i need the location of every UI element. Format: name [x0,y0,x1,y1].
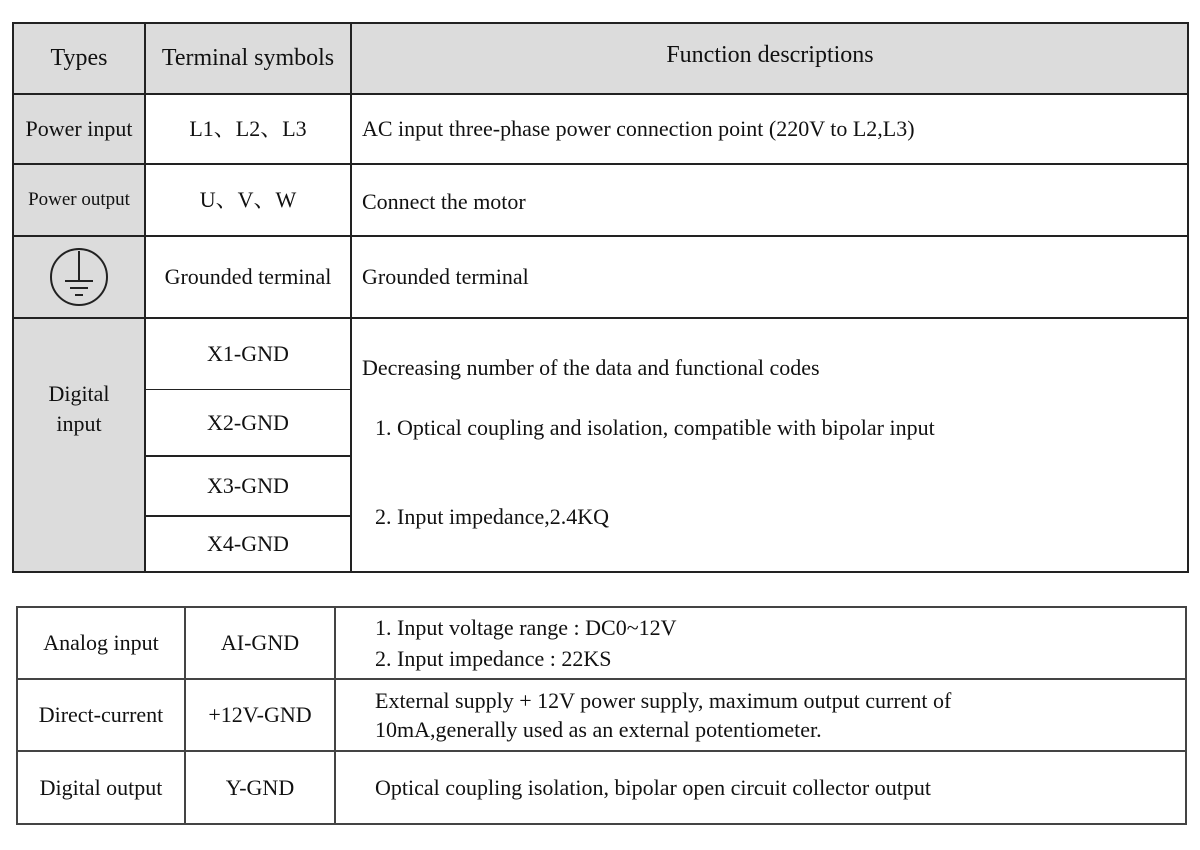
type-digital-output: Digital output [39,774,163,800]
symbol-power-output: U、V、W [199,187,297,213]
symbol-power-input: L1、L2、L3 [189,116,307,142]
type-analog-input: Analog input [43,630,159,656]
symbol-analog-input: AI-GND [220,630,300,656]
symbol-x2: X2-GND [207,410,289,436]
table1-col-line-1 [144,22,146,573]
description-digital-3: 2. Input impedance,2.4KQ [375,504,609,530]
type-power-output: Power output [28,189,130,211]
table2-border-left [16,606,18,825]
table2-border-top [17,606,1187,608]
symbol-x3: X3-GND [207,473,289,499]
description-analog-input [375,610,1185,676]
type-power-input: Power input [25,116,133,142]
type-direct-current: Direct-current [38,702,164,728]
table1-line-x1 [145,389,351,390]
table1-line-x2 [145,455,351,457]
table1-border-right [1187,22,1189,573]
symbol-grounded: Grounded terminal [164,264,332,290]
header-function-descriptions: Function descriptions [666,42,874,69]
description-power-output: Connect the motor [362,189,526,215]
table2-col-line-1 [184,606,186,825]
description-power-input: AC input three-phase power connection point (220V to L2,L3) [362,116,915,142]
table1-border-left [12,22,14,573]
table2-border-right [1185,606,1187,825]
table2-col-line-2 [334,606,336,825]
analog-input-line-1: 1. Input voltage range : DC0~12V [375,615,677,640]
symbol-direct-current: +12V-GND [208,702,312,728]
description-digital-1: Decreasing number of the data and functional codes [362,355,820,381]
header-terminal-symbols: Terminal symbols [161,45,335,72]
description-grounded: Grounded terminal [362,264,529,290]
ground-symbol-icon [47,245,111,309]
analog-input-line-2: 2. Input impedance : 22KS [375,646,612,671]
type-grounded [13,236,145,318]
symbol-x1: X1-GND [207,341,289,367]
symbol-x4: X4-GND [207,531,289,557]
header-types: Types [50,45,108,72]
direct-current-line-2: 10mA,generally used as an external potentiometer. [375,717,822,742]
description-digital-output: Optical coupling isolation, bipolar open circuit collector output [375,774,931,800]
table1-border-top [13,22,1189,24]
table2-line-row1 [17,678,1187,680]
table1-line-row2 [13,235,1189,237]
table2-border-bottom [17,823,1187,825]
type-digital-input: Digital input [48,381,110,436]
table2-line-row2 [17,750,1187,752]
table1-line-row1 [13,163,1189,165]
table1-line-row3 [13,317,1189,319]
table1-line-header [13,93,1189,95]
description-direct-current [375,682,1185,748]
symbol-digital-output: Y-GND [225,774,295,800]
direct-current-line-1: External supply + 12V power supply, maximum output current of [375,688,952,713]
table1-border-bottom [13,571,1189,573]
description-digital-2: 1. Optical coupling and isolation, compatible with bipolar input [375,415,935,441]
table1-line-x3 [145,515,351,517]
table1-col-line-2 [350,22,352,573]
